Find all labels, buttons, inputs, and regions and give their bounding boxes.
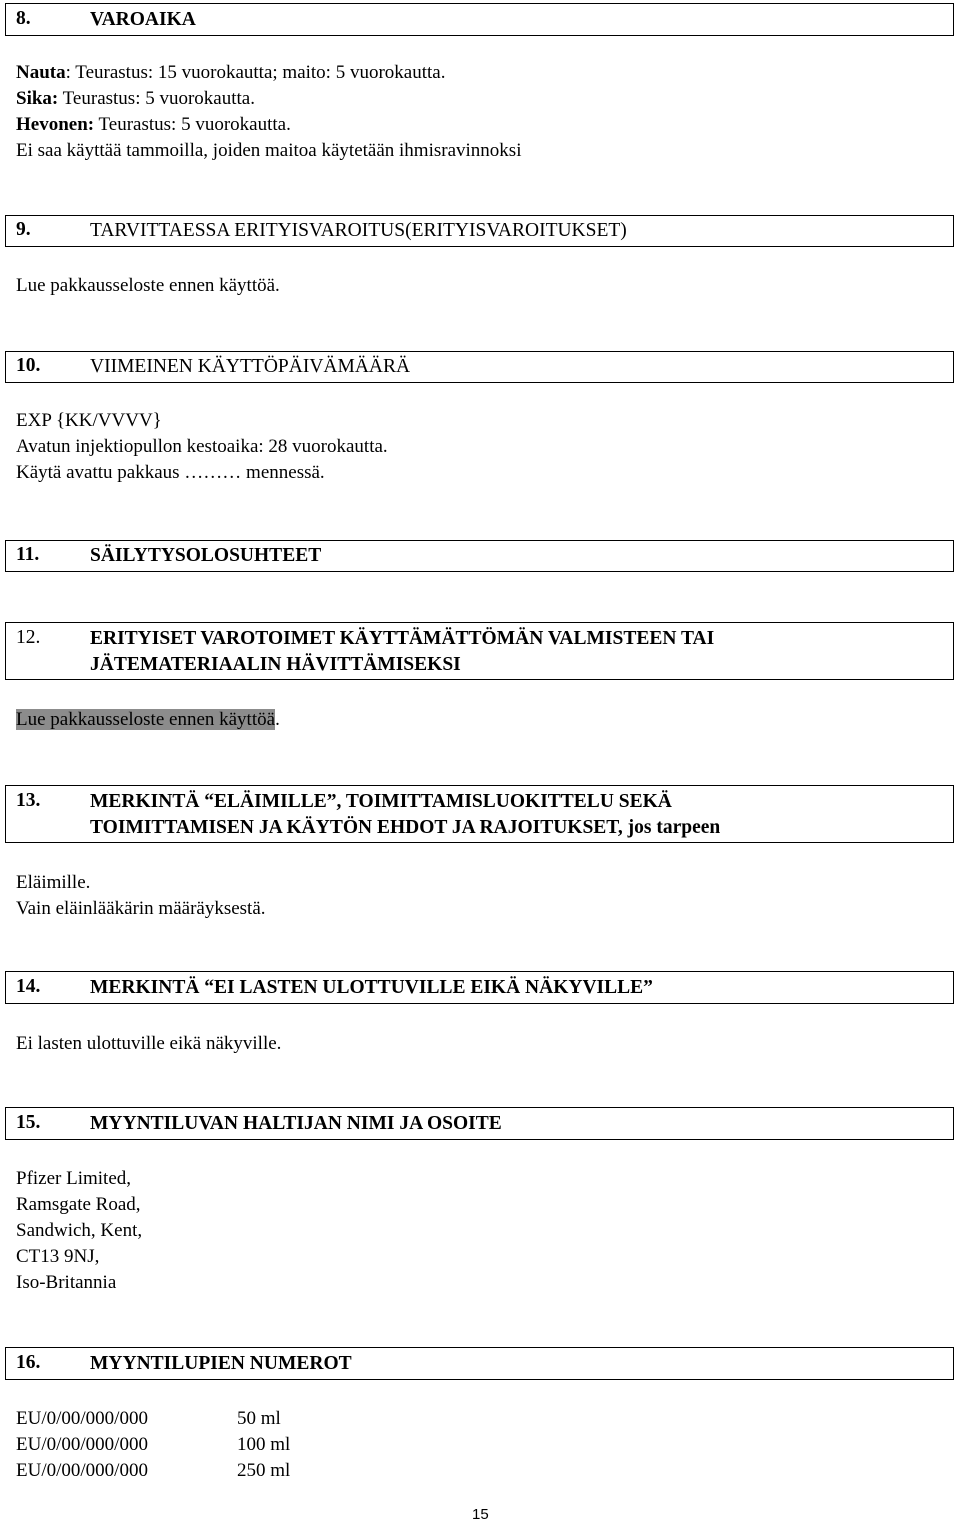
- shelf-life-line: Avatun injektiopullon kestoaika: 28 vuorokautta.: [16, 436, 388, 457]
- section-title: MYYNTILUVAN HALTIJAN NIMI JA OSOITE: [90, 1113, 502, 1134]
- section-title: MYYNTILUPIEN NUMEROT: [90, 1353, 352, 1374]
- section-number: 15.: [16, 1112, 41, 1133]
- section-12-text: Lue pakkausseloste ennen käyttöä.: [16, 709, 280, 730]
- section-8-header: [5, 3, 954, 36]
- withdrawal-line-horse: Hevonen: Teurastus: 5 vuorokautta.: [16, 114, 291, 135]
- section-9-header: [5, 215, 954, 247]
- section-number: 13.: [16, 790, 41, 811]
- section-title-line-1: MERKINTÄ “ELÄIMILLE”, TOIMITTAMISLUOKITTELU SEKÄ: [90, 791, 672, 812]
- section-title: MERKINTÄ “EI LASTEN ULOTTUVILLE EIKÄ NÄKYVILLE”: [90, 977, 653, 998]
- section-title-line-2: TOIMITTAMISEN JA KÄYTÖN EHDOT JA RAJOITUKSET, jos tarpeen: [90, 817, 721, 838]
- withdrawal-line-pig: Sika: Teurastus: 5 vuorokautta.: [16, 88, 255, 109]
- section-11-header: [5, 540, 954, 572]
- section-title: VAROAIKA: [90, 9, 196, 30]
- authorisation-number: EU/0/00/000/000: [16, 1408, 148, 1429]
- withdrawal-line-mares: Ei saa käyttää tammoilla, joiden maitoa käytetään ihmisravinnoksi: [16, 140, 522, 161]
- section-15-header: [5, 1107, 954, 1140]
- section-12-header: [5, 622, 954, 680]
- prescription-line: Vain eläinlääkärin määräyksestä.: [16, 898, 266, 919]
- section-title-line-2: JÄTEMATERIAALIN HÄVITTÄMISEKSI: [90, 654, 461, 675]
- section-number: 10.: [16, 355, 41, 376]
- section-number: 8.: [16, 8, 31, 29]
- expiry-line: EXP {KK/VVVV}: [16, 410, 162, 431]
- section-number: 11.: [16, 544, 40, 565]
- address-line: Pfizer Limited,: [16, 1168, 132, 1189]
- pack-size: 50 ml: [237, 1408, 281, 1429]
- address-line: Iso-Britannia: [16, 1272, 117, 1293]
- section-title-line-1: ERITYISET VAROTOIMET KÄYTTÄMÄTTÖMÄN VALMISTEEN TAI: [90, 628, 715, 649]
- address-line: Sandwich, Kent,: [16, 1220, 143, 1241]
- page-number: 15: [472, 1506, 489, 1523]
- section-9-text: Lue pakkausseloste ennen käyttöä.: [16, 275, 280, 296]
- section-number: 12.: [16, 627, 41, 648]
- authorisation-number: EU/0/00/000/000: [16, 1460, 148, 1481]
- address-line: CT13 9NJ,: [16, 1246, 100, 1267]
- section-13-header: [5, 785, 954, 843]
- animals-line: Eläimille.: [16, 872, 91, 893]
- section-title: VIIMEINEN KÄYTTÖPÄIVÄMÄÄRÄ: [90, 356, 411, 377]
- address-line: Ramsgate Road,: [16, 1194, 141, 1215]
- section-title: TARVITTAESSA ERITYISVAROITUS(ERITYISVAROITUKSET): [90, 220, 627, 241]
- pack-size: 250 ml: [237, 1460, 291, 1481]
- section-14-text: Ei lasten ulottuville eikä näkyville.: [16, 1033, 282, 1054]
- section-16-header: [5, 1347, 954, 1380]
- section-14-header: [5, 971, 954, 1004]
- section-10-header: [5, 351, 954, 383]
- withdrawal-line-cattle: Nauta: Teurastus: 15 vuorokautta; maito: 5 vuorokautta.: [16, 62, 446, 83]
- use-by-line: Käytä avattu pakkaus ……… mennessä.: [16, 462, 325, 483]
- authorisation-number: EU/0/00/000/000: [16, 1434, 148, 1455]
- pack-size: 100 ml: [237, 1434, 291, 1455]
- section-number: 9.: [16, 219, 31, 240]
- section-number: 14.: [16, 976, 41, 997]
- section-title: SÄILYTYSOLOSUHTEET: [90, 545, 322, 566]
- section-number: 16.: [16, 1352, 41, 1373]
